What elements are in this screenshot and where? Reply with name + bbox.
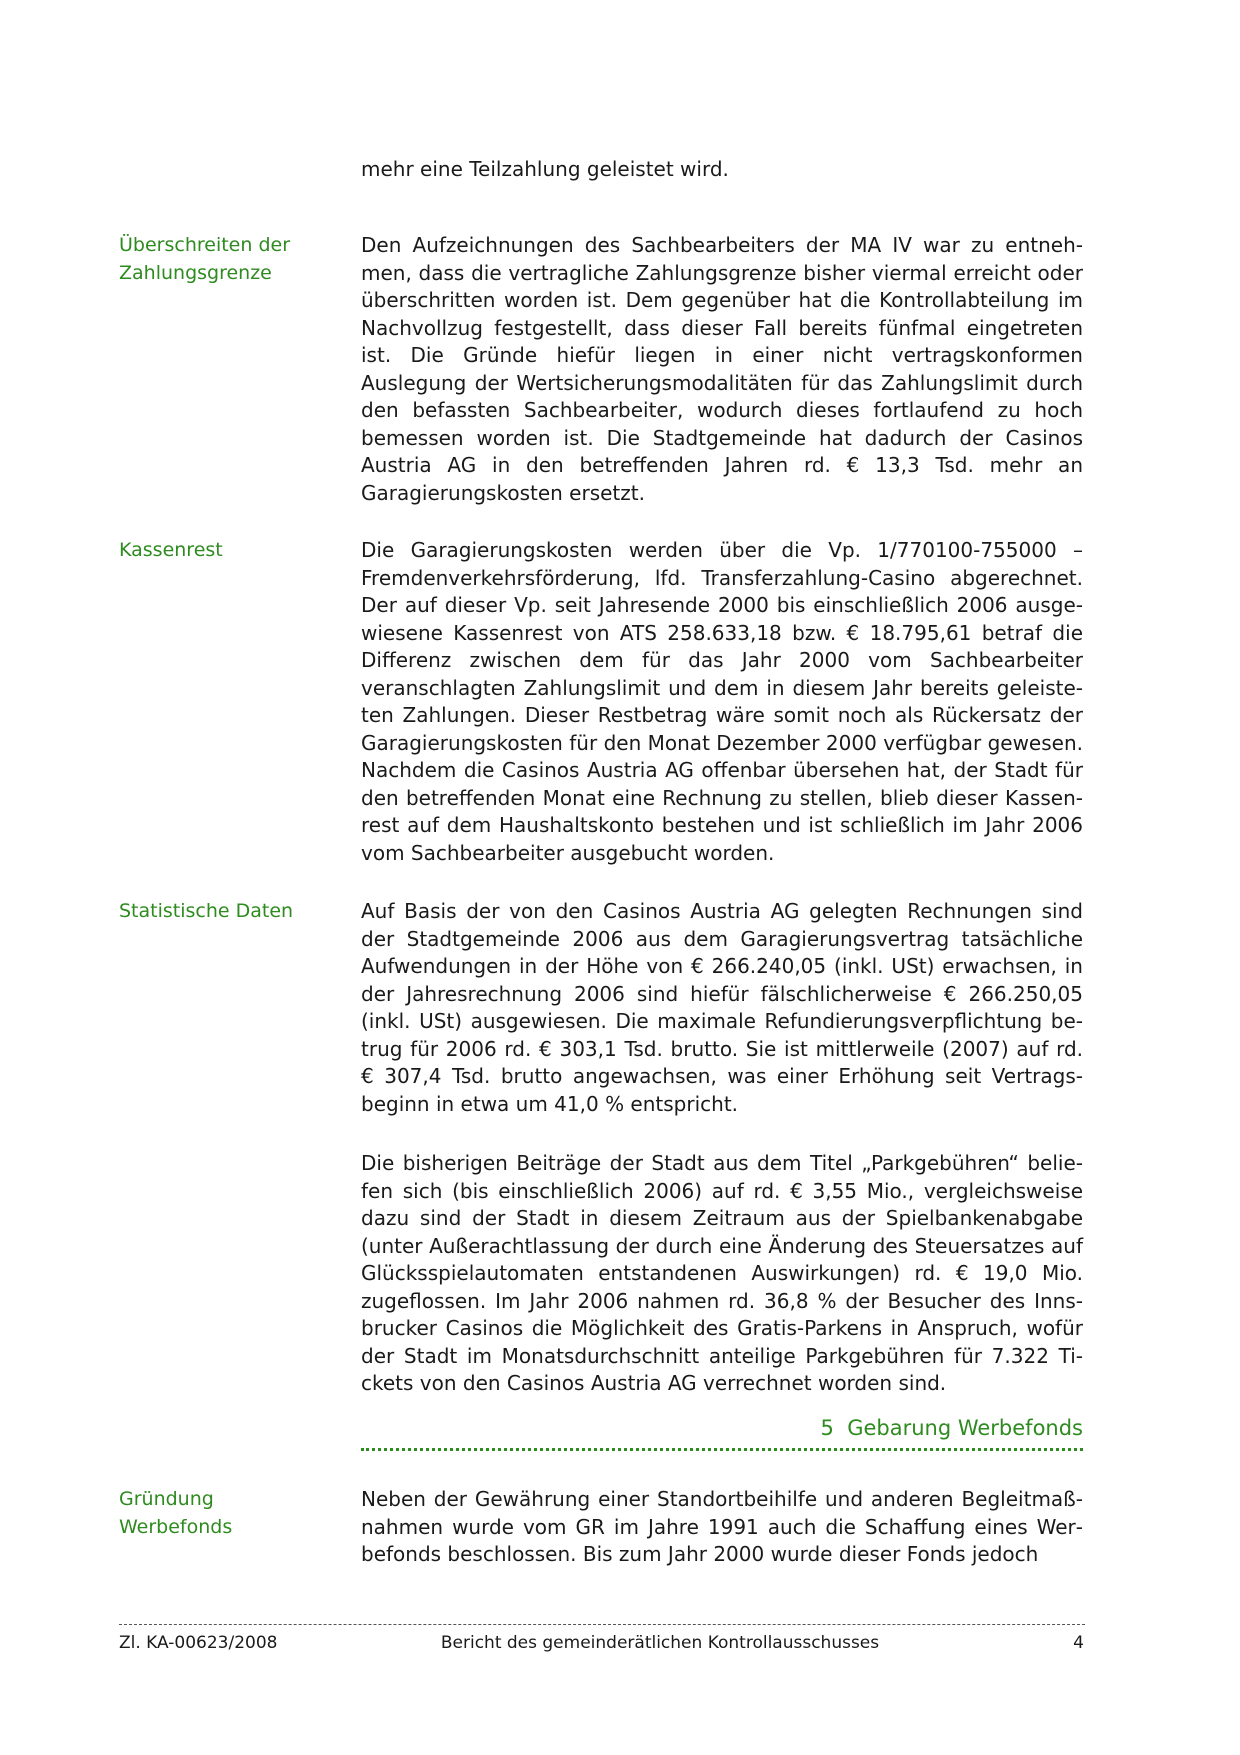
margin-label-line: Überschreiten der (119, 234, 290, 256)
paragraph-zahlungsgrenze: Den Aufzeichnungen des Sachbearbeiters der MA IV war zu entnehmen, dass die vertragliche Zahlungsgrenze bisher viermal erreicht oder überschritten worden ist. Dem gegenüber hat die Kontrollabteilung im Nachvollzug festgestellt, dass dieser Fall bereits fünfmal eingetreten ist. Die Gründe hiefür liegen in einer nicht vertragskonformen Auslegung der Wertsicherungsmodalitäten für das Zahlungslimit durch den befassten Sachbearbeiter, wodurch dieses fortlaufend zu hoch bemessen worden ist. Die Stadtgemeinde hat dadurch der Casinos Austria AG in den betreffenden Jahren rd. € 13,3 Tsd. mehr an Garagierungskosten ersetzt. (361, 233, 1083, 505)
margin-label-gruendung-werbefonds (119, 1486, 319, 1541)
footer-title: Bericht des gemeinderätlichen Kontrollausschusses (440, 1633, 880, 1653)
paragraph-statistische-daten: Auf Basis der von den Casinos Austria AG gelegten Rechnungen sind der Stadtgemeinde 2006 aus dem Garagierungsvertrag tatsächliche Aufwendungen in der Höhe von € 266.240,05 (inkl. USt) erwachsen, in der Jahresrechnung 2006 sind hiefür fälschlicherweise € 266.250,05 (inkl. USt) ausgewiesen. Die maximale Refundierungsverpflichtung betrug für 2006 rd. € 303,1 Tsd. brutto. Sie ist mittlerweile (2007) auf rd. € 307,4 Tsd. brutto angewachsen, was einer Erhöhung seit Vertragsbeginn in etwa um 41,0 % entspricht. (361, 899, 1083, 1116)
margin-label-line: Gründung (119, 1488, 214, 1510)
chapter-heading-rule (361, 1448, 1083, 1451)
chapter-heading (361, 1414, 1083, 1442)
footer-reference: Zl. KA-00623/2008 (119, 1633, 278, 1653)
paragraph-gruendung-werbefonds: Neben der Gewährung einer Standortbeihilfe und anderen Begleitmaßnahmen wurde vom GR im Jahre 1991 auch die Schaffung eines Werbefonds beschlossen. Bis zum Jahr 2000 wurde dieser Fonds jedoch (361, 1487, 1083, 1566)
margin-label-statistische-daten (119, 898, 319, 926)
chapter-number: 5 (820, 1416, 834, 1440)
margin-label-line: Statistische Daten (119, 900, 294, 922)
page-number: 4 (1073, 1633, 1084, 1653)
chapter-title: Gebarung Werbefonds (847, 1416, 1083, 1440)
margin-label-zahlungsgrenze (119, 232, 319, 287)
paragraph-parkgebuehren: Die bisherigen Beiträge der Stadt aus dem Titel „Parkgebühren“ beliefen sich (bis einschließlich 2006) auf rd. € 3,55 Mio., vergleichsweise dazu sind der Stadt in diesem Zeitraum aus der Spielbankenabgabe (unter Außerachtlassung der durch eine Änderung des Steuersatzes auf Glücksspielautomaten entstandenen Auswirkungen) rd. € 19,0 Mio. zugeflossen. Im Jahr 2006 nahmen rd. 36,8 % der Besucher des Innsbrucker Casinos die Möglichkeit des Gratis-Parkens in Anspruch, wofür der Stadt im Monatsdurchschnitt anteilige Parkgebühren für 7.322 Tickets von den Casinos Austria AG verrechnet worden sind. (361, 1151, 1083, 1395)
footer-rule (119, 1624, 1085, 1625)
continuation-paragraph: mehr eine Teilzahlung geleistet wird. (361, 157, 729, 181)
margin-label-kassenrest (119, 537, 319, 565)
margin-label-line: Werbefonds (119, 1515, 233, 1538)
paragraph-kassenrest: Die Garagierungskosten werden über die Vp. 1/770100-755000 – Fremdenverkehrsförderung, lfd. Transferzahlung-Casino abgerechnet. Der auf dieser Vp. seit Jahresende 2000 bis einschließlich 2006 ausgewiesene Kassenrest von ATS 258.633,18 bzw. € 18.795,61 betraf die Differenz zwischen dem für das Jahr 2000 vom Sachbearbeiter veranschlagten Zahlungslimit und dem in diesem Jahr bereits geleisteten Zahlungen. Dieser Restbetrag wäre somit noch als Rückersatz der Garagierungskosten für den Monat Dezember 2000 verfügbar gewesen. Nachdem die Casinos Austria AG offenbar übersehen hat, der Stadt für den betreffenden Monat eine Rechnung zu stellen, blieb dieser Kassenrest auf dem Haushaltskonto bestehen und ist schließlich im Jahr 2006 vom Sachbearbeiter ausgebucht worden. (361, 538, 1083, 865)
margin-label-line: Zahlungsgrenze (119, 261, 272, 284)
margin-label-line: Kassenrest (119, 539, 223, 561)
